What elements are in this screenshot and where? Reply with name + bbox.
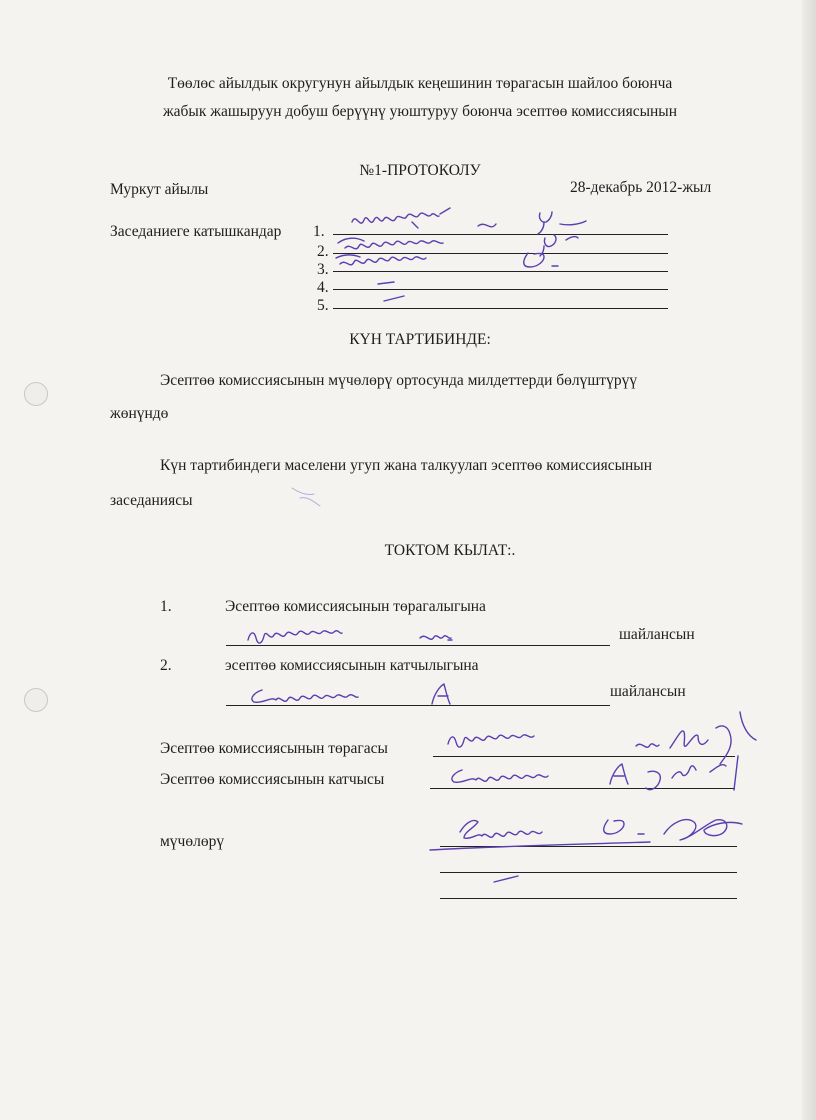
handwritten-chair-name (248, 631, 452, 643)
participant-line-1 (333, 234, 668, 235)
resolution-item-1-text: Эсептөө комиссиясынын төрагалыгына (225, 598, 486, 615)
participant-num-1: 1. (313, 223, 325, 240)
handwritten-dash-5 (384, 296, 404, 301)
punch-hole-bottom (24, 688, 48, 712)
participant-num-5: 5. (317, 297, 329, 314)
agenda-heading: КҮН ТАРТИБИНДЕ: (349, 331, 491, 348)
handwritten-secretary-name (252, 684, 450, 704)
participant-num-2: 2. (317, 243, 329, 260)
handwritten-dash-4 (378, 282, 394, 284)
header-line-1: Төөлөс айылдык округунун айылдык кеңешинин төрагасын шайлоо боюнча (167, 75, 673, 92)
resolution-item-1-line (226, 645, 610, 646)
protocol-title: №1-ПРОТОКОЛУ (359, 162, 481, 179)
resolution-item-1-suffix: шайлансын (619, 626, 695, 643)
secretary-label: Эсептөө комиссиясынын катчысы (160, 771, 385, 788)
resolution-heading: ТОКТОМ КЫЛАТ:. (384, 542, 516, 559)
handwritten-participant-1 (352, 208, 586, 234)
chair-label: Эсептөө комиссиясынын төрагасы (160, 740, 388, 757)
member-signature-line-1 (440, 846, 737, 847)
resolution-item-2-line (226, 705, 610, 706)
stray-mark (292, 488, 320, 506)
member-signature-line-3 (440, 898, 737, 899)
participant-line-4 (333, 289, 668, 290)
secretary-signature-line (430, 788, 735, 789)
participant-line-2 (333, 253, 668, 254)
discussion-line-2: заседаниясы (110, 492, 193, 509)
agenda-text-line-1: Эсептөө комиссиясынын мүчөлөрү ортосунда милдеттерди бөлүштүрүү (160, 372, 638, 389)
handwritten-secretary-signature (452, 756, 738, 790)
resolution-item-1-num: 1. (160, 598, 172, 615)
chair-signature-line (433, 756, 735, 757)
participant-line-5 (333, 308, 668, 309)
resolution-item-2-text: эсептөө комиссиясынын катчылыгына (225, 657, 479, 674)
participant-num-4: 4. (317, 279, 329, 296)
participant-num-3: 3. (317, 261, 329, 278)
punch-hole-top (24, 382, 48, 406)
discussion-line-1: Күн тартибиндеги маселени угуп жана талкуулап эсептөө комиссиясынын (160, 457, 653, 474)
document-date: 28-декабрь 2012-жыл (570, 179, 712, 196)
resolution-item-2-suffix: шайлансын (610, 683, 686, 700)
header-line-2: жабык жашыруун добуш берүүнү уюштуруу боюнча эсептөө комиссиясынын (162, 103, 678, 120)
members-label: мүчөлөрү (160, 833, 225, 850)
resolution-item-2-num: 2. (160, 657, 172, 674)
place-name: Муркут айылы (110, 181, 209, 198)
handwritten-participant-3 (336, 253, 558, 267)
participants-label: Заседаниеге катышкандар (110, 223, 282, 240)
participant-line-3 (333, 271, 668, 272)
agenda-text-line-2: жөнүндө (110, 405, 169, 422)
member-signature-line-2 (440, 872, 737, 873)
